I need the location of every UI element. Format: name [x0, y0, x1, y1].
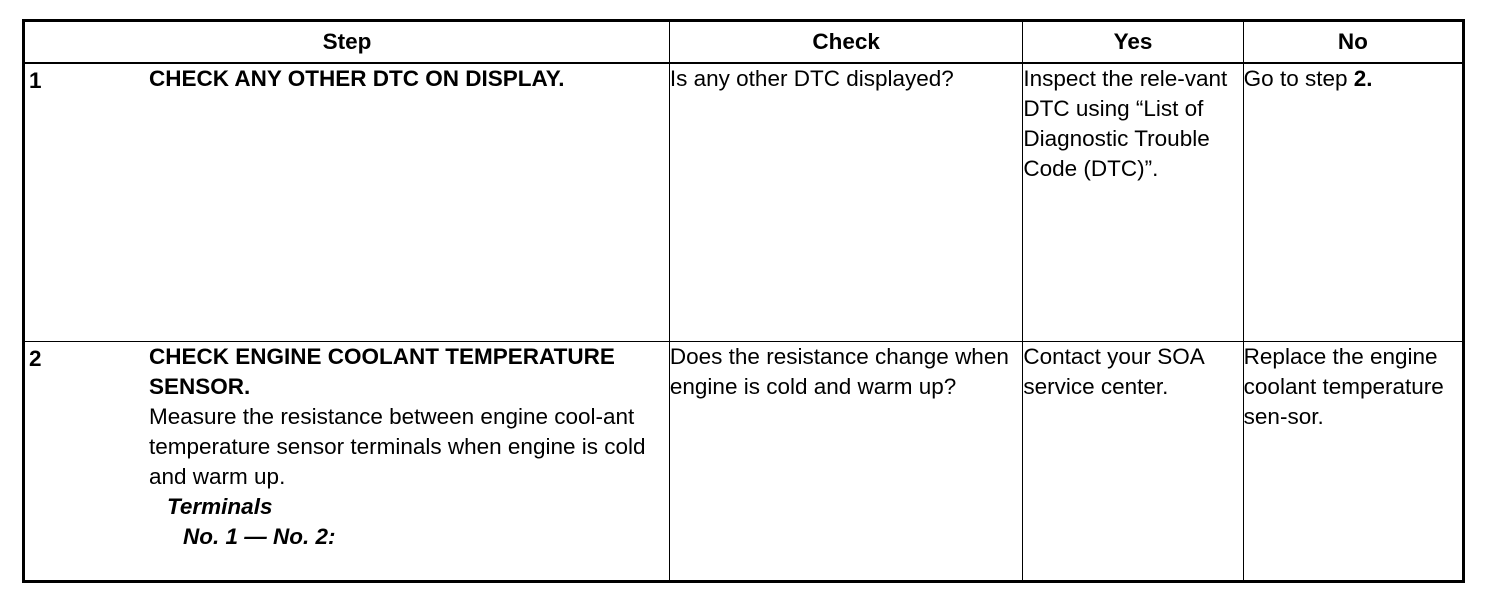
check-cell: Does the resistance change when engine is cold and warm up?	[669, 342, 1022, 582]
header-step: Step	[24, 21, 670, 64]
table-row	[24, 342, 1464, 582]
step-body	[149, 342, 669, 552]
step-instruction: Measure the resistance between engine cool-ant temperature sensor terminals when engine is cold and warm up.	[149, 404, 646, 489]
no-cell	[1243, 63, 1463, 342]
check-cell: Is any other DTC displayed?	[669, 63, 1022, 342]
header-check: Check	[669, 21, 1022, 64]
terminals-label: Terminals	[167, 494, 273, 519]
no-action-text: Go to step	[1243, 66, 1354, 91]
header-no: No	[1243, 21, 1463, 64]
step-cell	[24, 63, 670, 342]
table-row	[24, 63, 1464, 342]
step-title: CHECK ENGINE COOLANT TEMPERATURE SENSOR.	[149, 344, 615, 399]
yes-cell: Inspect the rele-vant DTC using “List of Diagnostic Trouble Code (DTC)”.	[1023, 63, 1243, 342]
step-title: CHECK ANY OTHER DTC ON DISPLAY.	[149, 66, 565, 91]
diagnostic-table	[22, 19, 1465, 583]
header-yes: Yes	[1023, 21, 1243, 64]
step-body	[149, 64, 669, 94]
terminals-value: No. 1 — No. 2:	[183, 524, 336, 549]
yes-cell: Contact your SOA service center.	[1023, 342, 1243, 582]
table-header-row	[24, 21, 1464, 64]
no-cell: Replace the engine coolant temperature sen-sor.	[1243, 342, 1463, 582]
step-cell	[24, 342, 670, 582]
step-number: 2	[29, 346, 42, 371]
step-number: 1	[29, 68, 42, 93]
no-step-reference: 2.	[1353, 66, 1373, 91]
